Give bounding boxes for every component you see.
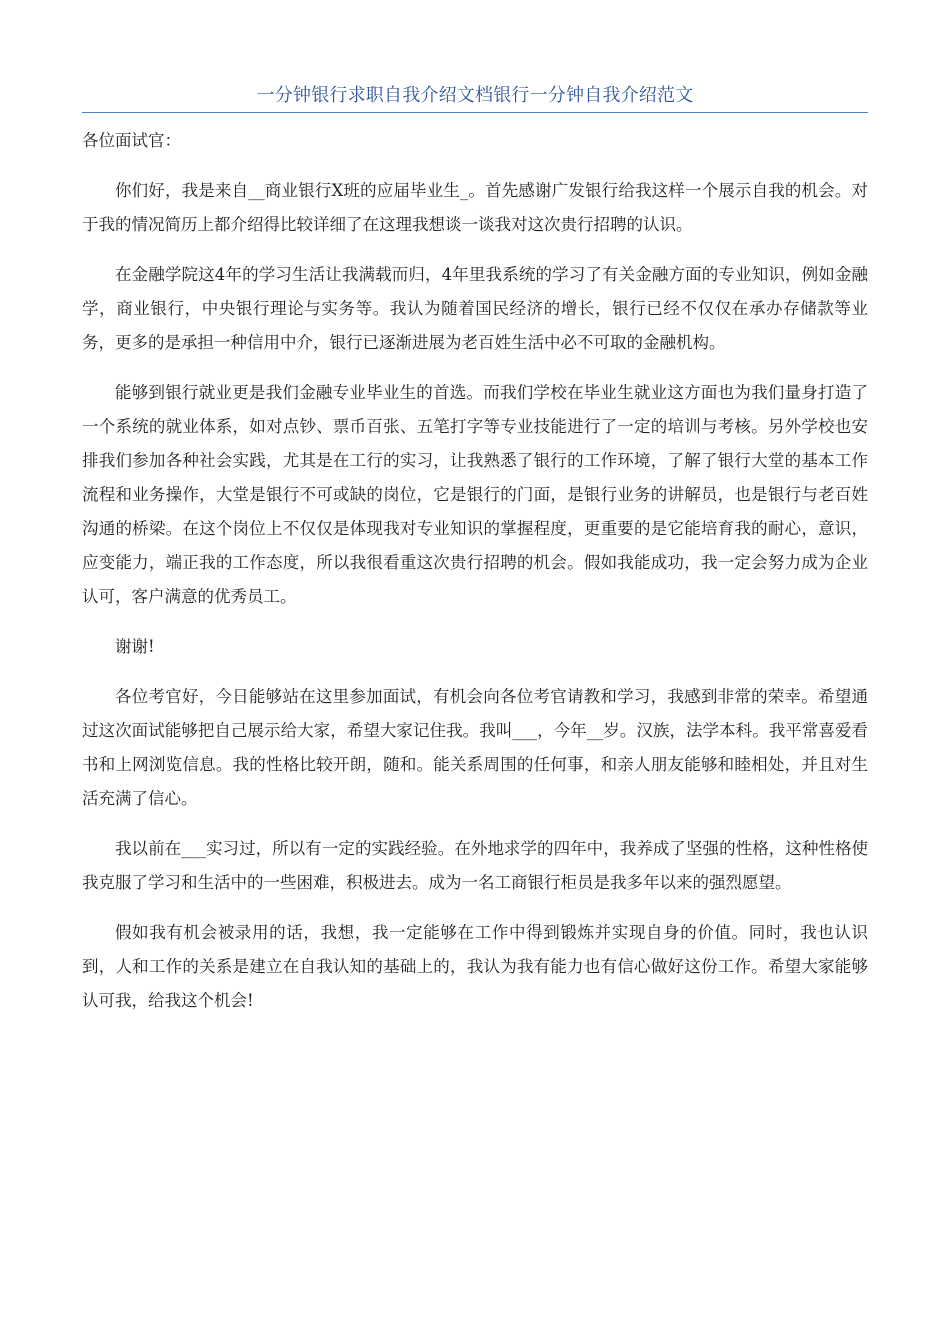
paragraph-education: 在金融学院这4年的学习生活让我满载而归，4年里我系统的学习了有关金融方面的专业知识，例如金融学，商业银行，中央银行理论与实务等。我认为随着国民经济的增长，银行已经不仅仅在承办存储款等业务，更多的是承担一种信用中介，银行已逐渐进展为老百姓生活中必不可取的金融机构。 bbox=[82, 265, 868, 352]
paragraph-thanks: 谢谢! bbox=[115, 637, 155, 656]
document-body bbox=[82, 124, 868, 1034]
paragraph-intro: 你们好，我是来自__商业银行X班的应届毕业生_。首先感谢广发银行给我这样一个展示自我的机会。对于我的情况简历上都介绍得比较详细了在这理我想谈一谈我对这次贵行招聘的认识。 bbox=[82, 181, 868, 234]
page-header bbox=[82, 84, 868, 113]
paragraph-self-intro: 各位考官好，今日能够站在这里参加面试，有机会向各位考官请教和学习，我感到非常的荣幸。希望通过这次面试能够把自己展示给大家，希望大家记住我。我叫___，今年__岁。汉族，法学本科。我平常喜爱看书和上网浏览信息。我的性格比较开朗，随和。能关系周围的任何事，和亲人朋友能够和睦相处，并且对生活充满了信心。 bbox=[82, 687, 868, 808]
document-title: 一分钟银行求职自我介绍文档银行一分钟自我介绍范文 bbox=[256, 85, 694, 106]
paragraph-experience: 我以前在___实习过，所以有一定的实践经验。在外地求学的四年中，我养成了坚强的性格，这种性格使我克服了学习和生活中的一些困难，积极进去。成为一名工商银行柜员是我多年以来的强烈愿望。 bbox=[82, 839, 868, 892]
salutation: 各位面试官： bbox=[82, 131, 181, 150]
paragraph-training: 能够到银行就业更是我们金融专业毕业生的首选。而我们学校在毕业生就业这方面也为我们量身打造了一个系统的就业体系，如对点钞、票币百张、五笔打字等专业技能进行了一定的培训与考核。另外学校也安排我们参加各种社会实践，尤其是在工行的实习，让我熟悉了银行的工作环境，了解了银行大堂的基本工作流程和业务操作，大堂是银行不可或缺的岗位，它是银行的门面，是银行业务的讲解员，也是银行与老百姓沟通的桥梁。在这个岗位上不仅仅是体现我对专业知识的掌握程度，更重要的是它能培育我的耐心，意识，应变能力，端正我的工作态度，所以我很看重这次贵行招聘的机会。假如我能成功，我一定会努力成为企业认可，客户满意的优秀员工。 bbox=[82, 383, 868, 606]
paragraph-closing: 假如我有机会被录用的话，我想，我一定能够在工作中得到锻炼并实现自身的价值。同时，我也认识到，人和工作的关系是建立在自我认知的基础上的，我认为我有能力也有信心做好这份工作。希望大家能够认可我，给我这个机会! bbox=[82, 923, 868, 1010]
